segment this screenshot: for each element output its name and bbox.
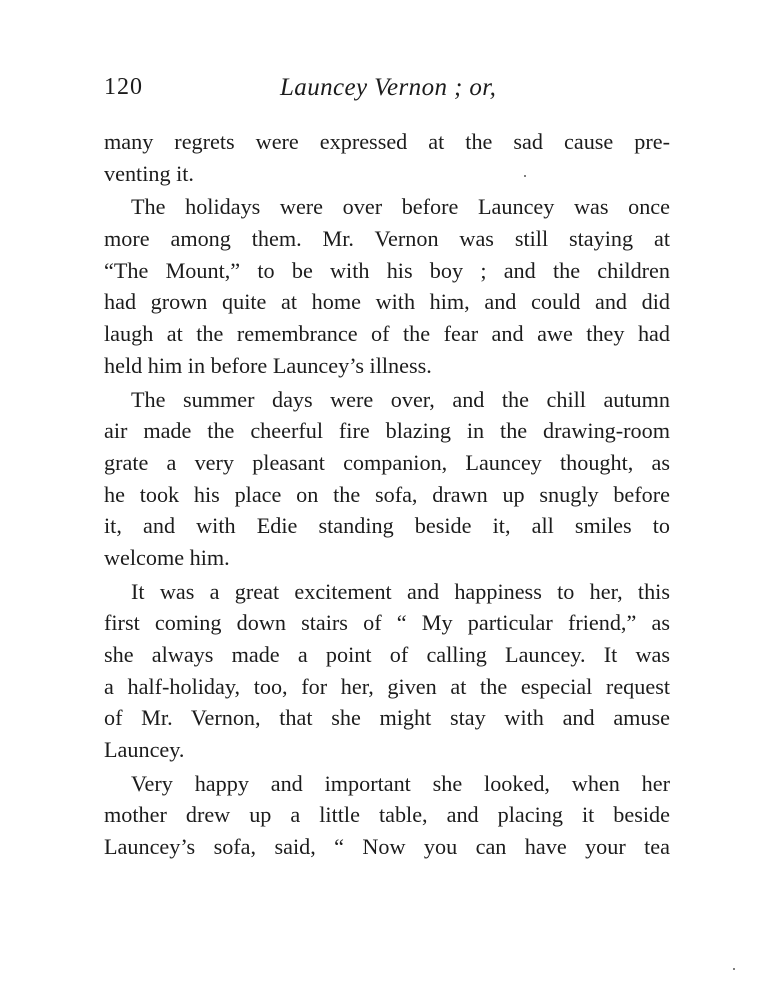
running-head xyxy=(104,74,670,108)
text-line: had grown quite at home with him, and could and did xyxy=(104,289,670,315)
paragraph-5 xyxy=(104,768,670,863)
paragraph-1 xyxy=(104,126,670,189)
text-line: Launcey’s sofa, said, “ Now you can have your tea xyxy=(104,834,670,860)
text-line: many regrets were expressed at the sad cause pre- xyxy=(104,129,670,154)
text-line: a half-holiday, too, for her, given at the especial request xyxy=(104,673,670,699)
text-line: welcome him. xyxy=(104,544,230,570)
body-text xyxy=(104,126,670,865)
paragraph-3 xyxy=(104,384,670,574)
text-line: It was a great excitement and happiness to her, this xyxy=(131,578,670,604)
text-line: The holidays were over before Launcey was once xyxy=(131,194,670,220)
print-speck xyxy=(524,175,526,177)
text-line: laugh at the remembrance of the fear and awe they had xyxy=(104,321,670,347)
text-line: “The Mount,” to be with his boy ; and the children xyxy=(104,257,670,283)
text-line: air made the cheerful fire blazing in the drawing-room xyxy=(104,418,670,444)
running-title: Launcey Vernon ; or, xyxy=(280,74,497,101)
text-line: of Mr. Vernon, that she might stay with and amuse xyxy=(104,705,670,731)
text-line: she always made a point of calling Launcey. It was xyxy=(104,642,670,667)
text-line: first coming down stairs of “ My particular friend,” as xyxy=(104,610,670,636)
text-line: held him in before Launcey’s illness. xyxy=(104,352,432,378)
text-line: Very happy and important she looked, when her xyxy=(131,770,670,796)
text-line: The summer days were over, and the chill autumn xyxy=(131,386,670,412)
paragraph-2 xyxy=(104,191,670,381)
print-speck xyxy=(733,968,735,970)
text-line: more among them. Mr. Vernon was still staying at xyxy=(104,226,670,252)
text-line: grate a very pleasant companion, Launcey thought, as xyxy=(104,449,670,475)
text-line: Launcey. xyxy=(104,737,185,763)
page-number: 120 xyxy=(104,74,143,100)
text-line: he took his place on the sofa, drawn up snugly before xyxy=(104,481,670,507)
text-line: it, and with Edie standing beside it, all smiles to xyxy=(104,513,670,539)
text-line: mother drew up a little table, and placing it beside xyxy=(104,802,670,828)
text-line: venting it. xyxy=(104,160,194,186)
paragraph-4 xyxy=(104,576,670,766)
